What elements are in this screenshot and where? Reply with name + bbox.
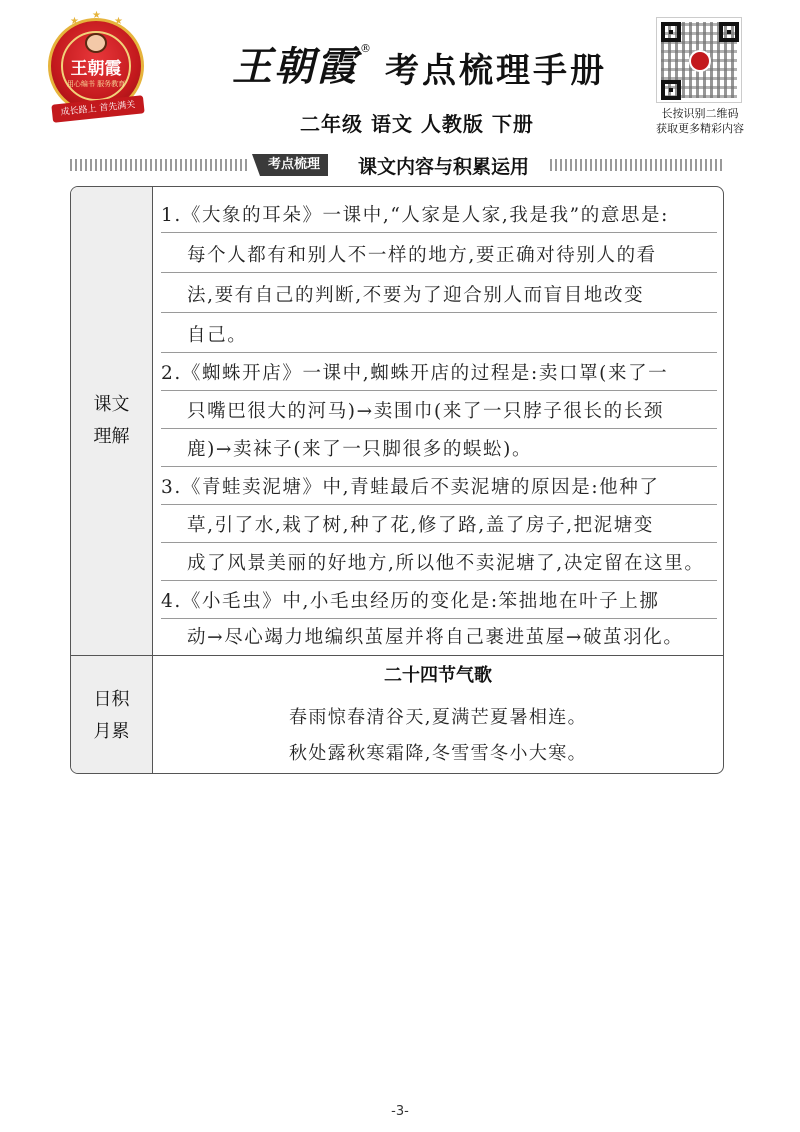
page-header [0, 0, 800, 150]
qr-finder [661, 22, 681, 42]
text-line: 成了风景美丽的好地方,所以他不卖泥塘了,决定留在这里。 [161, 543, 717, 581]
star-icon: ★ [114, 16, 123, 27]
qr-center-logo-icon [689, 50, 711, 72]
qr-caption-line: 获取更多精彩内容 [656, 122, 744, 135]
text-line: 3.《青蛙卖泥塘》中,青蛙最后不卖泥塘的原因是:他种了 [161, 467, 717, 505]
star-icon: ★ [70, 16, 79, 27]
text-line: 鹿)→卖袜子(来了一只脚很多的蜈蚣)。 [161, 429, 717, 467]
text-line: 草,引了水,栽了树,种了花,修了路,盖了房子,把泥塘变 [161, 505, 717, 543]
content-table [70, 186, 724, 774]
section-tag: 考点梳理 [260, 154, 328, 176]
qr-caption [640, 106, 760, 136]
text-line: 自己。 [161, 315, 717, 353]
row-label-text: 课文 [93, 394, 130, 415]
text-line: 只嘴巴很大的河马)→卖围巾(来了一只脖子很长的长颈 [161, 391, 717, 429]
book-subtitle: 二年级 语文 人教版 下册 [300, 112, 534, 136]
logo-brand-text: 王朝霞 [70, 59, 122, 79]
text-line: 1.《大象的耳朵》一课中,“人家是人家,我是我”的意思是: [161, 195, 717, 233]
logo-portrait-icon [85, 33, 107, 53]
row-label-text: 月累 [93, 720, 130, 742]
page-number: -3- [391, 1104, 409, 1119]
logo-slogan-text: 用心编书 服务教育 [66, 80, 126, 88]
decorative-hatch [550, 159, 724, 171]
logo-ribbon: 成长路上 首先满关 [51, 95, 144, 123]
poem-line: 春雨惊春清谷天,夏满芒夏暑相连。 [288, 707, 588, 728]
row-label-understanding [71, 187, 153, 655]
book-title [232, 42, 607, 92]
row-label-text: 日积 [93, 688, 130, 710]
title-main: 考点梳理手册 [385, 51, 607, 91]
qr-caption-line: 长按识别二维码 [661, 107, 739, 120]
text-line: 2.《蜘蛛开店》一课中,蜘蛛开店的过程是:卖口罩(来了一 [161, 353, 717, 391]
row-label-accumulation [71, 656, 153, 774]
star-icon: ★ [92, 10, 101, 21]
poem-line: 秋处露秋寒霜降,冬雪雪冬小大寒。 [288, 743, 588, 764]
poem-title: 二十四节气歌 [384, 665, 492, 686]
decorative-hatch [70, 159, 250, 171]
row-label-text: 理解 [93, 426, 130, 447]
text-line: 动→尽心竭力地编织茧屋并将自己裹进茧屋→破茧羽化。 [187, 627, 684, 648]
text-line: 4.《小毛虫》中,小毛虫经历的变化是:笨拙地在叶子上挪 [161, 581, 717, 619]
section-title: 课文内容与积累运用 [352, 152, 535, 179]
text-line: 法,要有自己的判断,不要为了迎合别人而盲目地改变 [161, 275, 717, 313]
text-line: 每个人都有和别人不一样的地方,要正确对待别人的看 [161, 235, 717, 273]
section-heading-bar [70, 154, 724, 176]
title-brand: 王朝霞 [232, 43, 358, 90]
registered-mark: ® [360, 42, 371, 55]
row-divider [71, 655, 723, 656]
qr-finder [661, 80, 681, 100]
qr-code[interactable] [656, 17, 742, 103]
qr-finder [719, 22, 739, 42]
